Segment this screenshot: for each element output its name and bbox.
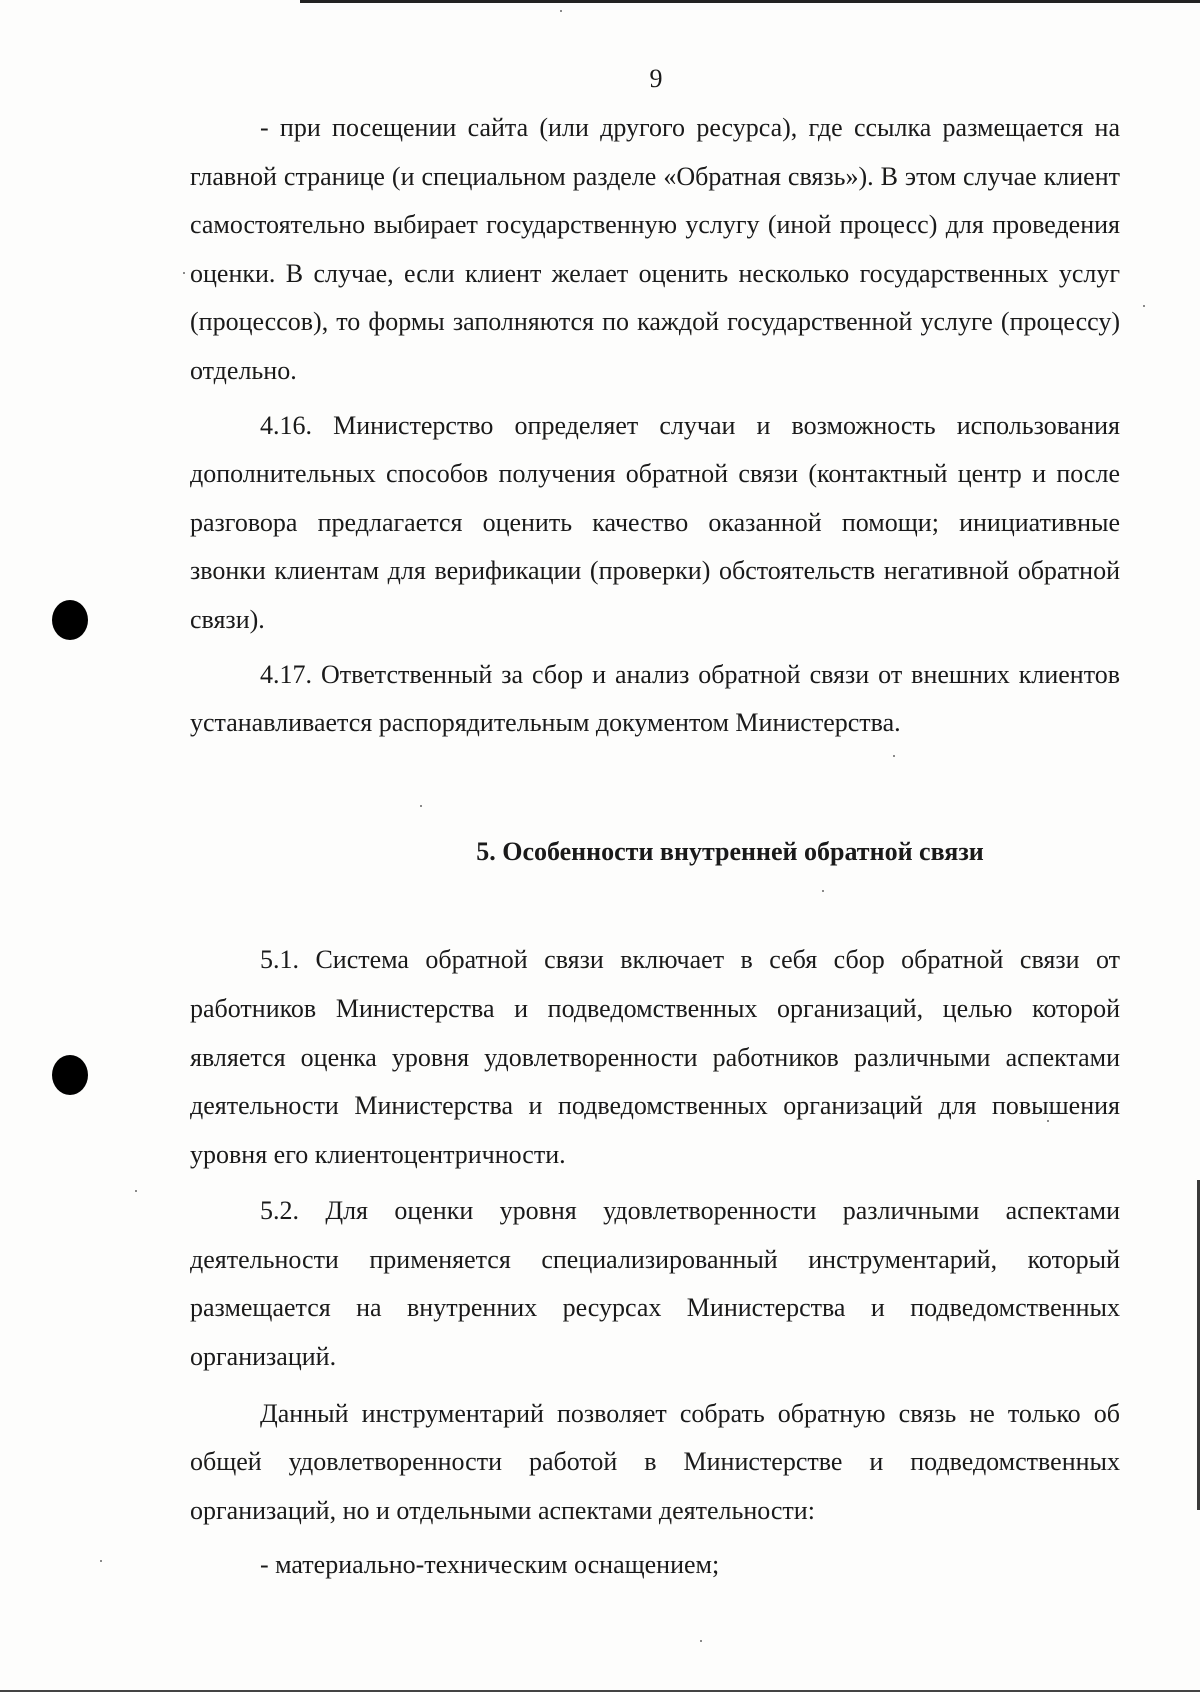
scan-speck (560, 10, 562, 12)
paragraph-toolkit: Данный инструментарий позволяет собрать обратную связь не только об общей удовлетворенности работой в Министерстве и подведомственных организаций, но и отдельными аспектами деятельности: (190, 1398, 1120, 1525)
paragraph-5-2: 5.2. Для оценки уровня удовлетворенности различными аспектами деятельности применяется специализированный инструментарий, который размещается на внутренних ресурсах Министерства и подведомственных организаций. (190, 1196, 1120, 1372)
document-body (190, 104, 1120, 1590)
scan-speck (1143, 305, 1145, 307)
paragraph-5-1: 5.1. Система обратной связи включает в себя сбор обратной связи от работников Министерства и подведомственных организаций, целью которой является оценка уровня удовлетворенности работников различными аспектами деятельности Министерства и подведомственных организаций для повышения уровня его клиентоцентричности. (190, 945, 1120, 1169)
scan-speck (700, 1640, 702, 1642)
scan-speck (183, 272, 185, 274)
section-heading: 5. Особенности внутренней обратной связи (476, 836, 984, 866)
punch-hole-lower (52, 1055, 88, 1095)
scan-top-edge (300, 0, 1200, 3)
list-item-equipment: - материально-техническим оснащением; (260, 1550, 720, 1580)
punch-hole-upper (52, 600, 88, 640)
page-number: 9 (649, 64, 663, 93)
paragraph-4-17: 4.17. Ответственный за сбор и анализ обратной связи от внешних клиентов устанавливается распорядительным документом Министерства. (190, 659, 1120, 738)
paragraph-4-16: 4.16. Министерство определяет случаи и возможность использования дополнительных способов получения обратной связи (контактный центр и после разговора предлагается оценить качество оказанной помощи; инициативные звонки клиентам для верификации (проверки) обстоятельств негативной обратной связи). (190, 410, 1120, 634)
paragraph-site-visit: - при посещении сайта (или другого ресурса), где ссылка размещается на главной странице (и специальном разделе «Обратная связь»). В этом случае клиент самостоятельно выбирает государственную услугу (иной процесс) для проведения оценки. В случае, если клиент желает оценить несколько государственных услуг (процессов), то формы заполняются по каждой государственной услуге (процессу) отдельно. (190, 113, 1120, 385)
scan-speck (100, 1560, 102, 1562)
scan-speck (135, 1190, 137, 1192)
